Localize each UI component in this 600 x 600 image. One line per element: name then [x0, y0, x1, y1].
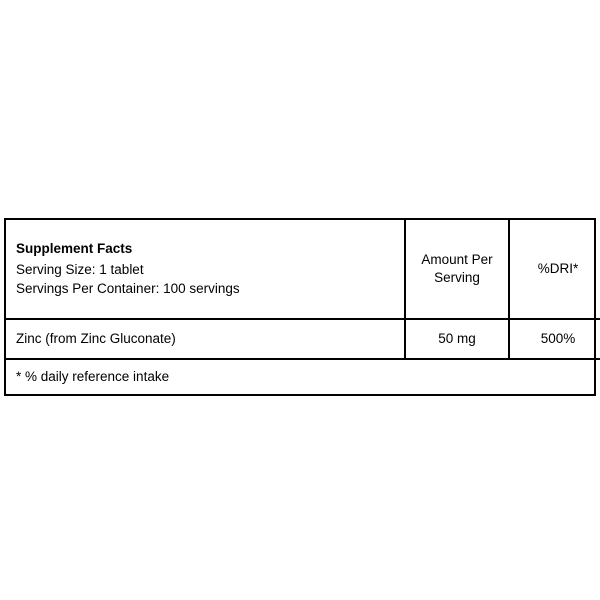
serving-info-cell	[6, 220, 405, 319]
table-header-row	[6, 220, 600, 319]
supplement-facts-panel	[4, 218, 596, 396]
serving-size-text: Serving Size: 1 tablet	[16, 261, 144, 277]
nutrient-dri: 500%	[509, 319, 600, 359]
amount-per-serving-line1: Amount Per	[421, 251, 493, 267]
amount-per-serving-line2: Serving	[434, 270, 480, 285]
panel-title: Supplement Facts	[16, 241, 133, 257]
nutrient-amount: 50 mg	[405, 319, 509, 359]
amount-per-serving-header	[405, 220, 509, 319]
dri-header: %DRI*	[509, 220, 600, 319]
servings-per-container-text: Servings Per Container: 100 servings	[16, 281, 240, 297]
supplement-facts-table	[6, 220, 600, 394]
footnote-row	[6, 359, 600, 394]
nutrient-name: Zinc (from Zinc Gluconate)	[6, 319, 405, 359]
table-row	[6, 319, 600, 359]
footnote-text: * % daily reference intake	[16, 369, 170, 385]
